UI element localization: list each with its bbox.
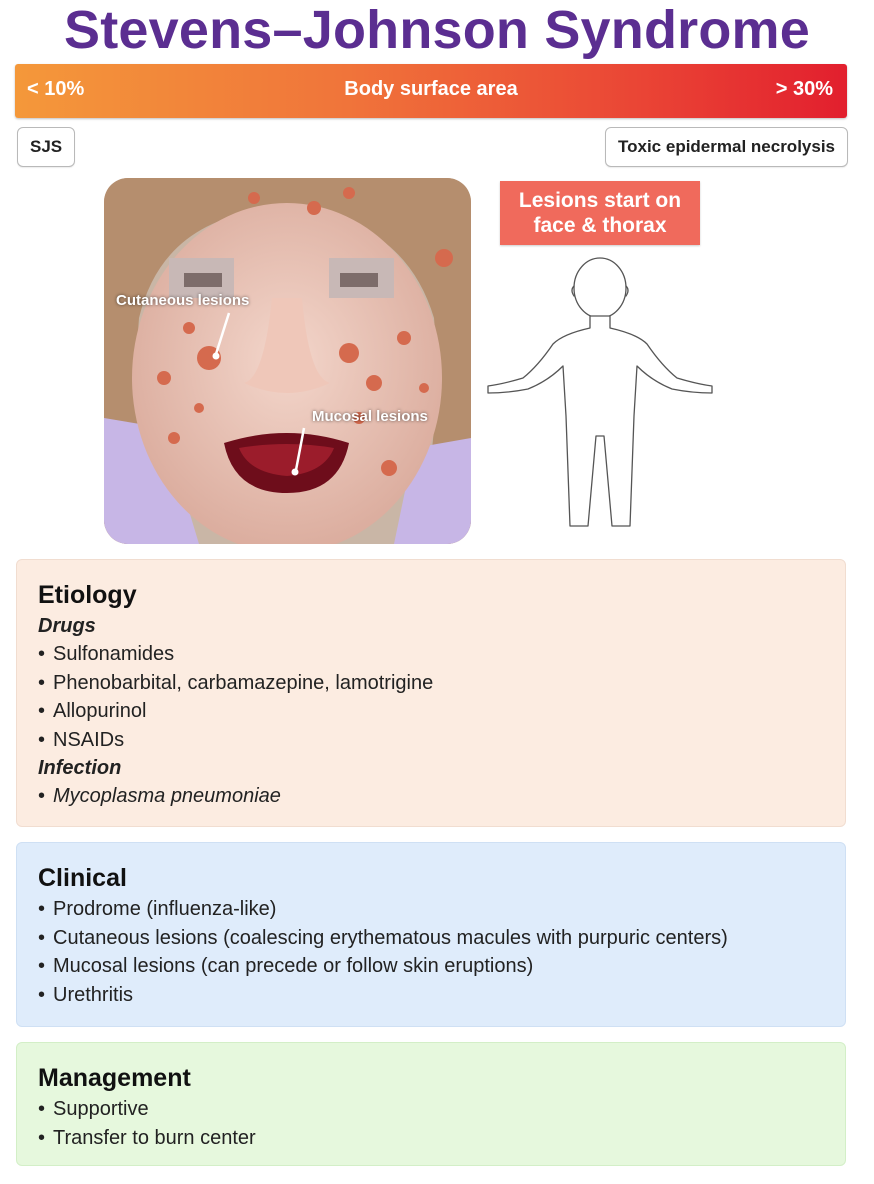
list-item — [38, 726, 824, 755]
bullet-icon: • — [38, 983, 46, 1006]
clinical-panel — [16, 842, 846, 1027]
management-panel — [16, 1042, 846, 1166]
body-surface-area-bar — [15, 64, 847, 118]
list-item-text: Phenobarbital, carbamazepine, lamotrigine — [53, 671, 434, 694]
list-item — [38, 924, 824, 953]
mucosal-lesions-label: Mucosal lesions — [312, 408, 428, 425]
bullet-icon: • — [38, 728, 46, 751]
bullet-icon: • — [38, 643, 46, 665]
list-item-text: Supportive — [53, 1098, 149, 1120]
bullet-icon: • — [38, 955, 46, 977]
bsa-low-label: < 10% — [27, 78, 85, 100]
list-item — [38, 1124, 824, 1153]
drugs-subheading: Drugs — [38, 615, 96, 637]
infection-subheading: Infection — [38, 757, 122, 779]
callout-line-2: face & thorax — [533, 214, 667, 237]
list-item — [38, 952, 824, 981]
list-item — [38, 669, 824, 698]
list-item-text: Mycoplasma pneumoniae — [53, 785, 281, 807]
list-item-text: Prodrome (influenza-like) — [53, 898, 277, 920]
clinical-photo — [104, 178, 471, 544]
list-item-text: Transfer to burn center — [53, 1126, 256, 1149]
bullet-icon: • — [38, 700, 46, 722]
list-item-text: Cutaneous lesions (coalescing erythematous macules with purpuric centers) — [53, 926, 728, 949]
list-item-text: Allopurinol — [53, 700, 147, 722]
clinical-heading: Clinical — [38, 864, 127, 892]
bullet-icon: • — [38, 1098, 46, 1120]
list-item — [38, 895, 824, 924]
list-item-text: Mucosal lesions (can precede or follow skin eruptions) — [53, 955, 534, 977]
etiology-panel — [16, 559, 846, 827]
bullet-icon: • — [38, 898, 46, 920]
bullet-icon: • — [38, 785, 46, 807]
list-item — [38, 782, 824, 811]
etiology-heading: Etiology — [38, 581, 137, 609]
bullet-icon: • — [38, 1126, 46, 1149]
cutaneous-lesions-label: Cutaneous lesions — [116, 292, 250, 309]
management-heading: Management — [38, 1064, 191, 1092]
bullet-icon: • — [38, 671, 46, 694]
page-title: Stevens–Johnson Syndrome — [63, 0, 810, 60]
bullet-icon: • — [38, 926, 46, 949]
bsa-high-label: > 30% — [775, 78, 833, 100]
callout-line-1: Lesions start on — [518, 189, 682, 212]
lesion-start-callout — [500, 181, 700, 245]
list-item-text: Sulfonamides — [53, 643, 175, 665]
sjs-tag: SJS — [17, 127, 75, 167]
list-item — [38, 981, 824, 1010]
list-item — [38, 697, 824, 726]
face-illustration — [104, 178, 471, 544]
list-item — [38, 1095, 824, 1124]
list-item — [38, 640, 824, 669]
ten-tag: Toxic epidermal necrolysis — [605, 127, 848, 167]
bsa-title: Body surface area — [344, 78, 518, 100]
body-outline-figure — [478, 256, 723, 531]
list-item-text: Urethritis — [53, 983, 134, 1006]
list-item-text: NSAIDs — [53, 728, 125, 751]
